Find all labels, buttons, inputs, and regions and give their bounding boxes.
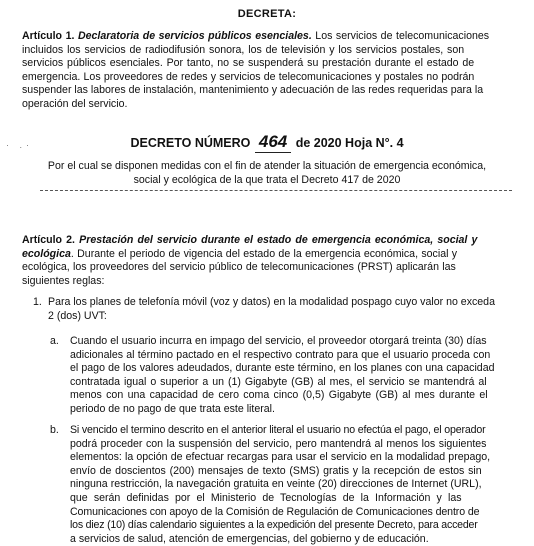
item-a bbox=[70, 335, 516, 417]
header-page-label: de 2020 Hoja N°. 4 bbox=[295, 136, 404, 150]
article-1-line bbox=[22, 30, 516, 44]
considerando bbox=[0, 160, 534, 187]
article-1-line: emergencia. Los proveedores de redes y servicios de telecomunicaciones y postales no podrán bbox=[22, 70, 475, 83]
item-b-line: elementos: la opción de efectuar recargas para usar el servicio en la modalidad prepago, bbox=[70, 451, 491, 464]
header-decree-label: DECRETO NÚMERO bbox=[130, 136, 251, 150]
item-a-line: Cuando el usuario incurra en impago del servicio, el proveedor otorgará treinta (30) días bbox=[70, 335, 487, 347]
header-decree-number: 464 bbox=[255, 132, 291, 153]
dashed-divider bbox=[40, 190, 512, 191]
article-2-text: . Durante el periodo de vigencia del estado de la emergencia económica, social y bbox=[70, 247, 458, 260]
article-2 bbox=[22, 234, 516, 288]
article-1-title: Declaratoria de servicios públicos esenciales. bbox=[77, 30, 312, 42]
item-a-marker: a. bbox=[50, 335, 59, 347]
considerando-line-1: Por el cual se disponen medidas con el fin de atender la situación de emergencia económica, bbox=[47, 160, 487, 172]
article-1 bbox=[22, 30, 516, 112]
scan-speck: · .· bbox=[6, 140, 33, 150]
item-1-line: Para los planes de telefonía móvil (voz y datos) en la modalidad pospago cuyo valor no exceda bbox=[48, 296, 495, 308]
article-2-title-end: ecológica bbox=[22, 247, 71, 260]
item-1 bbox=[48, 296, 514, 323]
item-b-line: Comunicaciones con apoyo de la Comisión de Regulación de Comunicaciones dentro de bbox=[70, 505, 480, 518]
item-b-line: podrá proceder con la suspensión del servicio, pero mantendrá al menos los siguientes bbox=[70, 437, 487, 450]
item-b-line: a servicios de salud, atención de emergencias, del gobierno y de educación. bbox=[70, 532, 429, 545]
item-b-line: Si vencido el termino descrito en el anterior literal el usuario no efectúa el pago, el operador bbox=[70, 424, 486, 436]
article-1-line: suspender las labores de instalación, mantenimiento y adecuación de las redes requeridas para la bbox=[22, 84, 484, 97]
item-b-line: ninguna restricción, la navegación gratuita en veinte (20) direcciones de Internet (URL), bbox=[70, 478, 482, 491]
item-1-line: 2 (dos) UVT: bbox=[48, 309, 107, 322]
item-b bbox=[70, 424, 516, 546]
item-a-line: menos con una capacidad de cero coma cinco (0,5) Gigabyte (GB) al mes durante el bbox=[70, 389, 488, 402]
item-a-line: periodo de no pago de que trata este literal. bbox=[70, 402, 275, 415]
article-2-line: siguientes reglas: bbox=[22, 274, 105, 287]
article-1-label: Artículo 1. bbox=[22, 30, 78, 42]
article-1-line: incluidos los servicios de radiodifusión sonora, los de televisión y los servicios postales, son bbox=[22, 43, 465, 56]
article-1-text: Los servicios de telecomunicaciones bbox=[311, 30, 490, 42]
article-2-line: ecológica, los proveedores del servicio público de telecomunicaciones (PRST) aplicarán las bbox=[22, 261, 456, 274]
article-1-line: operación del servicio. bbox=[22, 97, 128, 110]
item-b-line: envío de doscientos (200) mensajes de texto (SMS) gratis y la recepción de estos sin bbox=[70, 464, 482, 477]
item-a-line: contratada igual o superior a un (1) Gigabyte (GB) al mes, el servicio se mantendrá al bbox=[70, 375, 487, 388]
item-a-line: el pago de los valores adeudados, durante este término, en los planes con una capacidad bbox=[70, 362, 495, 375]
item-b-marker: b. bbox=[50, 424, 59, 436]
page-header bbox=[0, 132, 534, 153]
item-b-line: que serán definidas por el Ministerio de Tecnologías de la Información y las bbox=[70, 491, 462, 504]
article-1-line: servicios públicos esenciales. Por tanto, no se suspenderá su prestación durante el estado de bbox=[22, 57, 475, 70]
item-a-line: adicionales al término pactado en el respectivo contrato para que el usuario proceda con bbox=[70, 348, 491, 361]
article-2-line bbox=[22, 234, 516, 248]
article-2-title: Prestación del servicio durante el estado de emergencia económica, social y bbox=[79, 234, 478, 246]
item-b-line: los diez (10) días calendario siguientes a la expedición del presente Decreto, para acceder bbox=[70, 519, 478, 532]
decreta-heading: DECRETA: bbox=[237, 8, 297, 20]
item-1-marker: 1. bbox=[33, 296, 42, 308]
article-2-label: Artículo 2. bbox=[22, 234, 80, 246]
considerando-line-2: social y ecológica de la que trata el Decreto 417 de 2020 bbox=[133, 173, 401, 186]
article-2-line bbox=[22, 248, 516, 262]
